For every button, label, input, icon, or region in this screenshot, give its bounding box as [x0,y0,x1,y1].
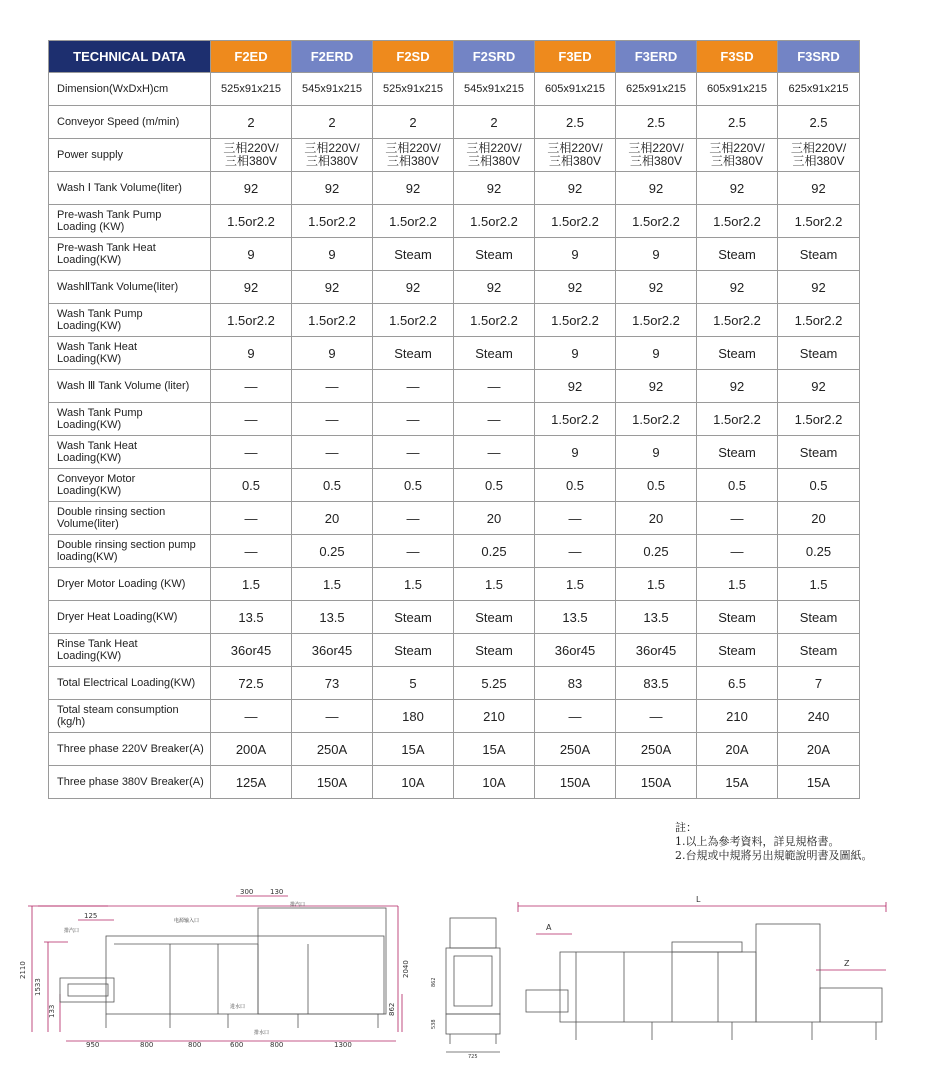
table-row [49,502,860,535]
table-cell: 0.5 [778,469,860,502]
table-cell: 1.5or2.2 [697,205,778,238]
header-model-f3sd: F3SD [697,41,778,73]
front-dim-125: 125 [84,912,98,920]
header-model-f3erd: F3ERD [616,41,697,73]
row-label: Power supply [49,139,211,172]
table-cell: 1.5or2.2 [373,304,454,337]
table-cell: 三相220V/ 三相380V [535,139,616,172]
row-label: Dryer Heat Loading(KW) [49,601,211,634]
table-cell: 9 [616,238,697,271]
table-cell: 92 [616,370,697,403]
table-cell: 1.5or2.2 [616,403,697,436]
table-cell: 92 [211,271,292,304]
header-model-f2erd: F2ERD [292,41,373,73]
table-cell: 92 [211,172,292,205]
table-row [49,304,860,337]
table-cell: 92 [454,172,535,205]
table-cell: 15A [373,733,454,766]
table-cell: 9 [535,436,616,469]
table-cell: 2.5 [697,106,778,139]
layout-dim-z: Z [844,959,850,968]
header-technical-data: TECHNICAL DATA [49,41,211,73]
table-cell: 13.5 [292,601,373,634]
note-line-2: 2.台規或中規將另出規範說明書及圖紙。 [675,849,873,862]
table-cell: 605x91x215 [697,73,778,106]
table-cell: — [211,436,292,469]
table-cell: 0.25 [454,535,535,568]
table-cell: 36or45 [616,634,697,667]
table-cell: 9 [616,436,697,469]
front-dim-950: 950 [86,1041,100,1049]
side-dim-538: 538 [431,1019,437,1029]
table-row [49,601,860,634]
table-cell: — [373,436,454,469]
table-cell: 150A [292,766,373,799]
table-cell: 625x91x215 [616,73,697,106]
table-cell: Steam [778,436,860,469]
table-cell: 92 [454,271,535,304]
table-row [49,337,860,370]
header-model-f2sd: F2SD [373,41,454,73]
table-cell: 0.5 [535,469,616,502]
table-cell: 625x91x215 [778,73,860,106]
row-label: Double rinsing section Volume(liter) [49,502,211,535]
front-label-power-inlet: 电源输入口 [174,918,200,924]
header-model-f2srd: F2SRD [454,41,535,73]
row-label: Three phase 380V Breaker(A) [49,766,211,799]
table-cell: 1.5 [211,568,292,601]
table-cell: 92 [292,271,373,304]
table-cell: 92 [616,172,697,205]
table-cell: 0.5 [211,469,292,502]
table-cell: — [373,535,454,568]
table-cell: — [292,370,373,403]
notes [675,821,873,863]
table-row [49,634,860,667]
table-cell: — [292,436,373,469]
table-cell: — [292,700,373,733]
table-cell: 三相220V/ 三相380V [454,139,535,172]
table-row [49,469,860,502]
table-cell: — [535,502,616,535]
technical-data-table [48,40,860,799]
table-cell: 92 [373,271,454,304]
front-dim-862: 862 [388,1002,396,1016]
table-cell: — [211,502,292,535]
table-cell: 9 [211,337,292,370]
table-cell: 5 [373,667,454,700]
table-cell: — [373,370,454,403]
table-cell: Steam [373,238,454,271]
table-cell: 9 [211,238,292,271]
table-cell: 5.25 [454,667,535,700]
table-cell: — [535,535,616,568]
table-cell: 2.5 [616,106,697,139]
table-cell: 三相220V/ 三相380V [616,139,697,172]
table-cell: 0.5 [454,469,535,502]
table-row [49,436,860,469]
table-cell: 9 [535,238,616,271]
table-row [49,172,860,205]
table-row [49,667,860,700]
notes-heading: 註： [675,821,697,834]
table-cell: 20 [292,502,373,535]
table-cell: 三相220V/ 三相380V [373,139,454,172]
table-cell: 15A [454,733,535,766]
row-label: WashⅡTank Volume(liter) [49,271,211,304]
layout-dim-a: A [546,923,552,932]
table-cell: 92 [778,172,860,205]
table-cell: — [454,436,535,469]
table-cell: — [373,502,454,535]
table-row [49,139,860,172]
table-cell: 0.5 [616,469,697,502]
table-cell: 545x91x215 [454,73,535,106]
table-cell: Steam [697,634,778,667]
table-cell: 1.5 [697,568,778,601]
table-cell: Steam [454,601,535,634]
table-cell: 13.5 [535,601,616,634]
side-dim-862: 862 [431,977,437,987]
table-cell: 9 [535,337,616,370]
table-cell: 73 [292,667,373,700]
table-cell: Steam [778,634,860,667]
table-cell: Steam [697,436,778,469]
table-cell: — [211,370,292,403]
table-cell: 2 [373,106,454,139]
table-row [49,271,860,304]
table-cell: 92 [697,370,778,403]
row-label: Wash Ⅰ Tank Volume(liter) [49,172,211,205]
table-cell: — [211,403,292,436]
table-cell: 20 [778,502,860,535]
layout-view-drawing [512,890,892,1050]
row-label: Dimension(WxDxH)cm [49,73,211,106]
table-cell: — [292,403,373,436]
table-cell: 1.5or2.2 [778,403,860,436]
table-cell: 1.5or2.2 [535,403,616,436]
table-cell: 36or45 [211,634,292,667]
table-cell: 150A [535,766,616,799]
table-cell: 9 [292,238,373,271]
table-cell: 1.5or2.2 [373,205,454,238]
table-cell: 1.5or2.2 [778,205,860,238]
table-cell: 92 [535,271,616,304]
table-cell: 0.25 [292,535,373,568]
table-cell: 1.5or2.2 [292,205,373,238]
table-cell: 1.5or2.2 [616,205,697,238]
table-cell: 72.5 [211,667,292,700]
table-cell: 10A [373,766,454,799]
table-cell: — [616,700,697,733]
front-label-drain: 排水口 [254,1030,270,1036]
table-cell: 20A [697,733,778,766]
table-cell: 92 [616,271,697,304]
table-cell: — [454,403,535,436]
table-row [49,403,860,436]
row-label: Wash Tank Pump Loading(KW) [49,304,211,337]
table-header-row [49,41,860,73]
table-cell: 545x91x215 [292,73,373,106]
table-cell: Steam [454,337,535,370]
table-cell: Steam [373,634,454,667]
front-dim-300: 300 [240,888,254,896]
table-cell: 2 [211,106,292,139]
front-dim-800b: 800 [188,1041,202,1049]
table-cell: 1.5or2.2 [211,304,292,337]
table-cell: 1.5or2.2 [697,403,778,436]
row-label: Wash Ⅲ Tank Volume (liter) [49,370,211,403]
table-cell: — [535,700,616,733]
row-label: Dryer Motor Loading (KW) [49,568,211,601]
front-dim-1533: 1533 [34,978,42,996]
table-cell: 36or45 [292,634,373,667]
table-cell: 三相220V/ 三相380V [292,139,373,172]
table-row [49,370,860,403]
table-cell: 240 [778,700,860,733]
table-cell: 15A [697,766,778,799]
table-cell: 15A [778,766,860,799]
table-cell: Steam [454,634,535,667]
front-dim-2110: 2110 [19,961,27,979]
table-cell: 1.5 [373,568,454,601]
table-row [49,700,860,733]
table-cell: Steam [454,238,535,271]
side-view-drawing [426,912,508,1060]
table-cell: 92 [778,271,860,304]
table-cell: 1.5or2.2 [211,205,292,238]
table-cell: 7 [778,667,860,700]
table-row [49,568,860,601]
table-cell: 2 [454,106,535,139]
table-cell: 92 [697,172,778,205]
table-cell: 1.5 [616,568,697,601]
table-cell: — [211,700,292,733]
table-cell: 92 [535,172,616,205]
front-dim-800c: 800 [270,1041,284,1049]
table-cell: — [373,403,454,436]
table-cell: Steam [373,337,454,370]
front-dim-130: 130 [270,888,284,896]
table-row [49,205,860,238]
table-row [49,238,860,271]
table-cell: 0.25 [616,535,697,568]
table-cell: 1.5 [292,568,373,601]
table-cell: 0.5 [373,469,454,502]
table-cell: 0.25 [778,535,860,568]
table-body [49,73,860,799]
table-cell: 1.5or2.2 [616,304,697,337]
table-cell: 92 [535,370,616,403]
table-cell: 1.5or2.2 [535,205,616,238]
table-cell: 83 [535,667,616,700]
row-label: Conveyor Motor Loading(KW) [49,469,211,502]
note-line-1: 1.以上為參考資料，詳見規格書。 [675,835,840,848]
front-label-exhaust-1: 排汽口 [64,928,80,934]
table-cell: 210 [697,700,778,733]
table-cell: 13.5 [616,601,697,634]
table-cell: 200A [211,733,292,766]
table-cell: 三相220V/ 三相380V [697,139,778,172]
row-label: Three phase 220V Breaker(A) [49,733,211,766]
table-cell: 180 [373,700,454,733]
table-cell: 6.5 [697,667,778,700]
front-label-exhaust-2: 排汽口 [290,902,306,908]
front-dim-1300: 1300 [334,1041,352,1049]
table-cell: 1.5or2.2 [697,304,778,337]
front-dim-133: 133 [48,1004,56,1018]
row-label: Total steam consumption (kg/h) [49,700,211,733]
table-cell: 2 [292,106,373,139]
header-model-f3ed: F3ED [535,41,616,73]
table-row [49,73,860,106]
table-cell: 150A [616,766,697,799]
table-cell: 525x91x215 [373,73,454,106]
table-cell: 36or45 [535,634,616,667]
table-cell: 1.5or2.2 [454,205,535,238]
table-cell: 1.5 [778,568,860,601]
table-cell: 83.5 [616,667,697,700]
row-label: Double rinsing section pump loading(KW) [49,535,211,568]
table-cell: 1.5or2.2 [454,304,535,337]
table-cell: 1.5 [535,568,616,601]
table-cell: — [211,535,292,568]
row-label: Pre-wash Tank Pump Loading (KW) [49,205,211,238]
header-model-f3srd: F3SRD [778,41,860,73]
table-cell: 13.5 [211,601,292,634]
front-label-water-inlet: 进水口 [230,1004,246,1010]
table-cell: 92 [373,172,454,205]
table-cell: 10A [454,766,535,799]
table-cell: 9 [616,337,697,370]
table-cell: 92 [697,271,778,304]
layout-dim-l: L [696,895,701,904]
table-cell: 三相220V/ 三相380V [211,139,292,172]
front-dim-600: 600 [230,1041,244,1049]
table-row [49,535,860,568]
table-cell: 0.5 [697,469,778,502]
row-label: Wash Tank Heat Loading(KW) [49,436,211,469]
table-cell: — [454,370,535,403]
row-label: Pre-wash Tank Heat Loading(KW) [49,238,211,271]
row-label: Wash Tank Heat Loading(KW) [49,337,211,370]
side-dim-725: 725 [468,1054,478,1060]
table-cell: 2.5 [778,106,860,139]
table-cell: Steam [778,601,860,634]
table-cell: 210 [454,700,535,733]
table-cell: 20 [616,502,697,535]
table-cell: Steam [697,238,778,271]
table-cell: Steam [778,238,860,271]
table-row [49,766,860,799]
table-cell: 1.5or2.2 [778,304,860,337]
table-cell: Steam [697,601,778,634]
table-cell: 605x91x215 [535,73,616,106]
table-row [49,106,860,139]
table-cell: Steam [373,601,454,634]
table-row [49,733,860,766]
table-cell: 92 [778,370,860,403]
table-cell: 20A [778,733,860,766]
table-cell: 0.5 [292,469,373,502]
table-cell: Steam [778,337,860,370]
row-label: Total Electrical Loading(KW) [49,667,211,700]
table-cell: 92 [292,172,373,205]
table-cell: 9 [292,337,373,370]
header-model-f2ed: F2ED [211,41,292,73]
front-dim-800a: 800 [140,1041,154,1049]
table-cell: 1.5or2.2 [535,304,616,337]
table-cell: — [697,502,778,535]
table-cell: 250A [535,733,616,766]
row-label: Rinse Tank Heat Loading(KW) [49,634,211,667]
table-cell: Steam [697,337,778,370]
row-label: Conveyor Speed (m/min) [49,106,211,139]
table-cell: 20 [454,502,535,535]
table-cell: — [697,535,778,568]
table-cell: 1.5or2.2 [292,304,373,337]
front-dim-2040: 2040 [402,960,410,978]
table-cell: 2.5 [535,106,616,139]
table-cell: 250A [616,733,697,766]
table-cell: 250A [292,733,373,766]
table-cell: 525x91x215 [211,73,292,106]
table-cell: 1.5 [454,568,535,601]
row-label: Wash Tank Pump Loading(KW) [49,403,211,436]
table-cell: 三相220V/ 三相380V [778,139,860,172]
front-view-drawing [18,884,418,1054]
table-cell: 125A [211,766,292,799]
